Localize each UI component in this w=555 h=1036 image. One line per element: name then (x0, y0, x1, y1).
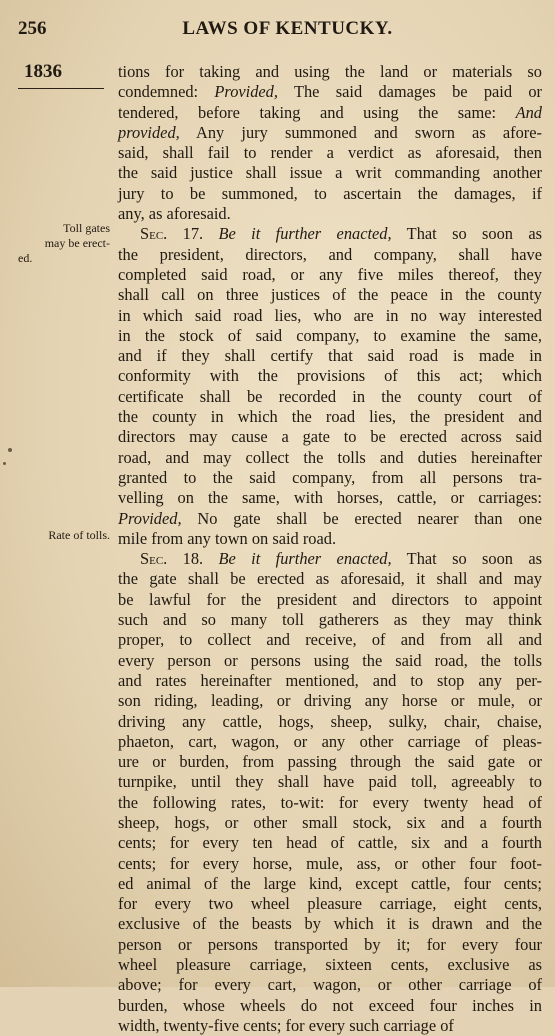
margin-note-line: Toll gates (63, 221, 110, 235)
text-line: ure or burden, from passing through the said gate or (118, 752, 542, 772)
margin-note-rate-of-tolls (10, 528, 110, 543)
text-line: granted to the said company, from all persons tra- (118, 467, 542, 487)
text-line: in which said road lies, who are in no way interested (118, 305, 542, 325)
text-line: mile from any town on said road. (118, 528, 337, 548)
text-line: road, and may collect the tolls and duties hereinafter (118, 447, 542, 467)
text-line: the following rates, to-wit: for every twenty head of (118, 792, 542, 812)
margin-note-line: Rate of tolls. (48, 528, 110, 542)
margin-note-toll-gates (10, 221, 110, 266)
text-line: provided, Any jury summoned and sworn as afore- (118, 122, 542, 142)
text-line: the gate shall be erected as aforesaid, it shall and may (118, 569, 542, 589)
text-line: directors may cause a gate to be erected across said (118, 427, 542, 447)
text-line: person or persons transported by it; for every four (118, 934, 542, 954)
text-line: driving any cattle, hogs, sheep, sulky, chair, chaise, (118, 711, 542, 731)
text-line: for every two wheel pleasure carriage, eight cents, (118, 894, 542, 914)
page-number: 256 (18, 18, 47, 39)
text-line: jury to be summoned, to ascertain the damages, if (118, 183, 542, 203)
text-line: tendered, before taking and using the same: And (118, 102, 542, 122)
text-line: proper, to collect and receive, of and from all and (118, 630, 542, 650)
text-line: shall call on three justices of the peace in the county (118, 285, 542, 305)
text-line: phaeton, cart, wagon, or any other carriage of pleas- (118, 731, 542, 751)
ink-spot (3, 462, 6, 465)
page-header (18, 18, 537, 44)
text-line: width, twenty-five cents; for every such carriage of (118, 1015, 454, 1035)
text-line: exclusive of the beasts by which it is drawn and the (118, 914, 542, 934)
margin-note-line: may be erect- (44, 236, 110, 250)
text-line: Sec. 17. Be it further enacted, That so soon as (140, 224, 543, 244)
text-line: ed animal of the large kind, except cattle, four cents; (118, 873, 542, 893)
text-line: son riding, leading, or driving any horse or mule, or (118, 691, 542, 711)
text-line: conformity with the provisions of this act; which (118, 366, 542, 386)
text-line: velling on the same, with horses, cattle, or carriages: (118, 488, 542, 508)
text-line: turnpike, until they shall have paid toll, agreeably to (118, 772, 542, 792)
ink-spot (8, 448, 12, 452)
text-line: certificate shall be recorded in the county court of (118, 386, 542, 406)
text-line: any, as aforesaid. (118, 204, 231, 224)
body-text (118, 62, 542, 1036)
text-line: and if they shall certify that said road is made in (118, 346, 542, 366)
text-line: cents; for every horse, mule, ass, or other four foot- (118, 853, 542, 873)
text-line: condemned: Provided, The said damages be paid or (118, 82, 542, 102)
text-line: said, shall fail to render a verdict as aforesaid, then (118, 143, 542, 163)
text-line: tions for taking and using the land or materials so (118, 62, 542, 81)
text-line: the said justice shall issue a writ commanding another (118, 163, 542, 183)
text-line: Provided, No gate shall be erected nearer than one (118, 508, 542, 528)
text-line: above; for every cart, wagon, or other carriage of (118, 975, 542, 995)
text-line: sheep, hogs, or other small stock, six and a fourth (118, 812, 542, 832)
text-line: be lawful for the president and directors to appoint (118, 589, 542, 609)
text-line: the county in which the road lies, the president and (118, 407, 542, 427)
text-line: wheel pleasure carriage, sixteen cents, exclusive as (118, 955, 542, 975)
text-line: every person or persons using the said road, the tolls (118, 650, 542, 670)
text-line: the president, directors, and company, shall have (118, 244, 542, 264)
margin-note-line: ed. (18, 251, 33, 265)
text-line: completed said road, or any five miles thereof, they (118, 264, 542, 284)
text-line: cents; for every ten head of cattle, six and a fourth (118, 833, 542, 853)
text-line: in the stock of said company, to examine the same, (118, 325, 542, 345)
text-line: such and so many toll gatherers as they may think (118, 610, 542, 630)
year-rule (18, 88, 104, 89)
text-line: and rates hereinafter mentioned, and to stop any per- (118, 670, 542, 690)
text-line: Sec. 18. Be it further enacted, That so soon as (140, 549, 543, 569)
year-marker: 1836 (24, 61, 62, 82)
running-title: LAWS OF KENTUCKY. (182, 18, 393, 39)
text-line: burden, whose wheels do not exceed four inches in (118, 995, 542, 1015)
